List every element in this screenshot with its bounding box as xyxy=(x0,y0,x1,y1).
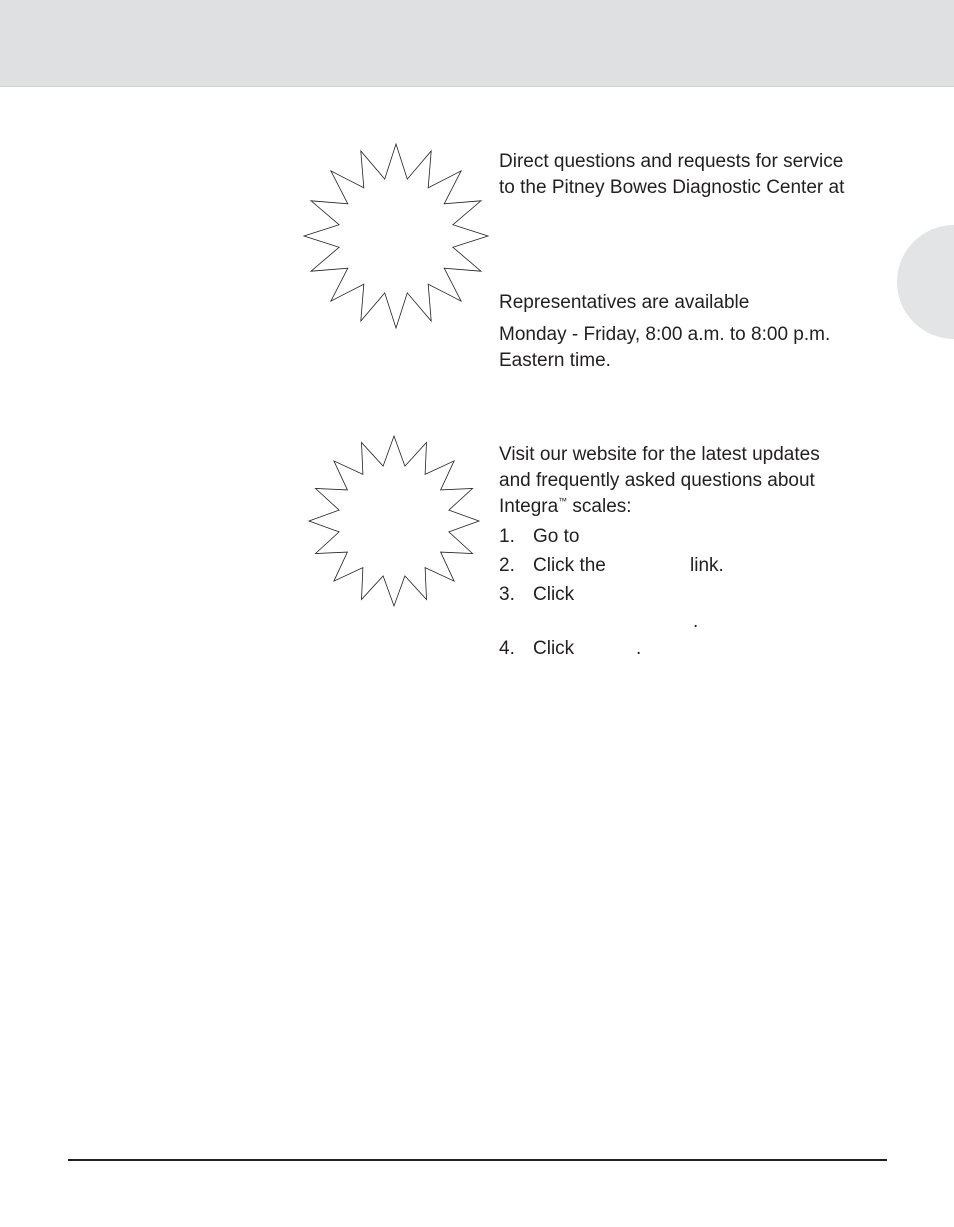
website-line-1: Visit our website for the latest updates xyxy=(499,444,820,465)
trademark-symbol: ™ xyxy=(558,496,568,506)
step-text: Click xyxy=(533,638,575,659)
step-item xyxy=(499,636,642,662)
chapter-side-tab xyxy=(897,225,954,339)
service-line-1: Direct questions and requests for service xyxy=(499,151,844,172)
product-suffix: scales: xyxy=(567,496,632,517)
product-name: Integra xyxy=(499,496,559,517)
starburst-shape xyxy=(309,436,479,606)
step-text: Click xyxy=(533,584,575,605)
step-suffix: . xyxy=(693,611,699,632)
step-item xyxy=(499,582,699,632)
hours-line-2: Eastern time. xyxy=(499,350,611,371)
step-number: 1. xyxy=(499,526,515,547)
service-intro xyxy=(499,149,899,201)
hours-text xyxy=(499,322,899,374)
availability-text xyxy=(499,290,899,316)
hours-line-1: Monday - Friday, 8:00 a.m. to 8:00 p.m. xyxy=(499,324,831,345)
service-line-2: to the Pitney Bowes Diagnostic Center at xyxy=(499,177,845,198)
availability-line: Representatives are available xyxy=(499,292,750,313)
step-text: Click the xyxy=(533,555,606,576)
starburst-shape xyxy=(304,144,488,328)
step-item xyxy=(499,553,724,579)
step-number: 4. xyxy=(499,638,515,659)
website-line-2: and frequently asked questions about xyxy=(499,470,815,491)
step-text: Go to xyxy=(533,526,580,547)
website-intro xyxy=(499,442,899,520)
starburst-callout-service xyxy=(300,150,492,322)
step-number: 3. xyxy=(499,584,515,605)
step-number: 2. xyxy=(499,555,515,576)
step-suffix: . xyxy=(636,638,642,659)
step-suffix: link. xyxy=(690,555,724,576)
header-band xyxy=(0,0,954,87)
starburst-callout-website xyxy=(306,436,482,606)
footer-rule xyxy=(68,1159,887,1161)
website-line-3 xyxy=(499,494,899,520)
step-item xyxy=(499,524,579,550)
